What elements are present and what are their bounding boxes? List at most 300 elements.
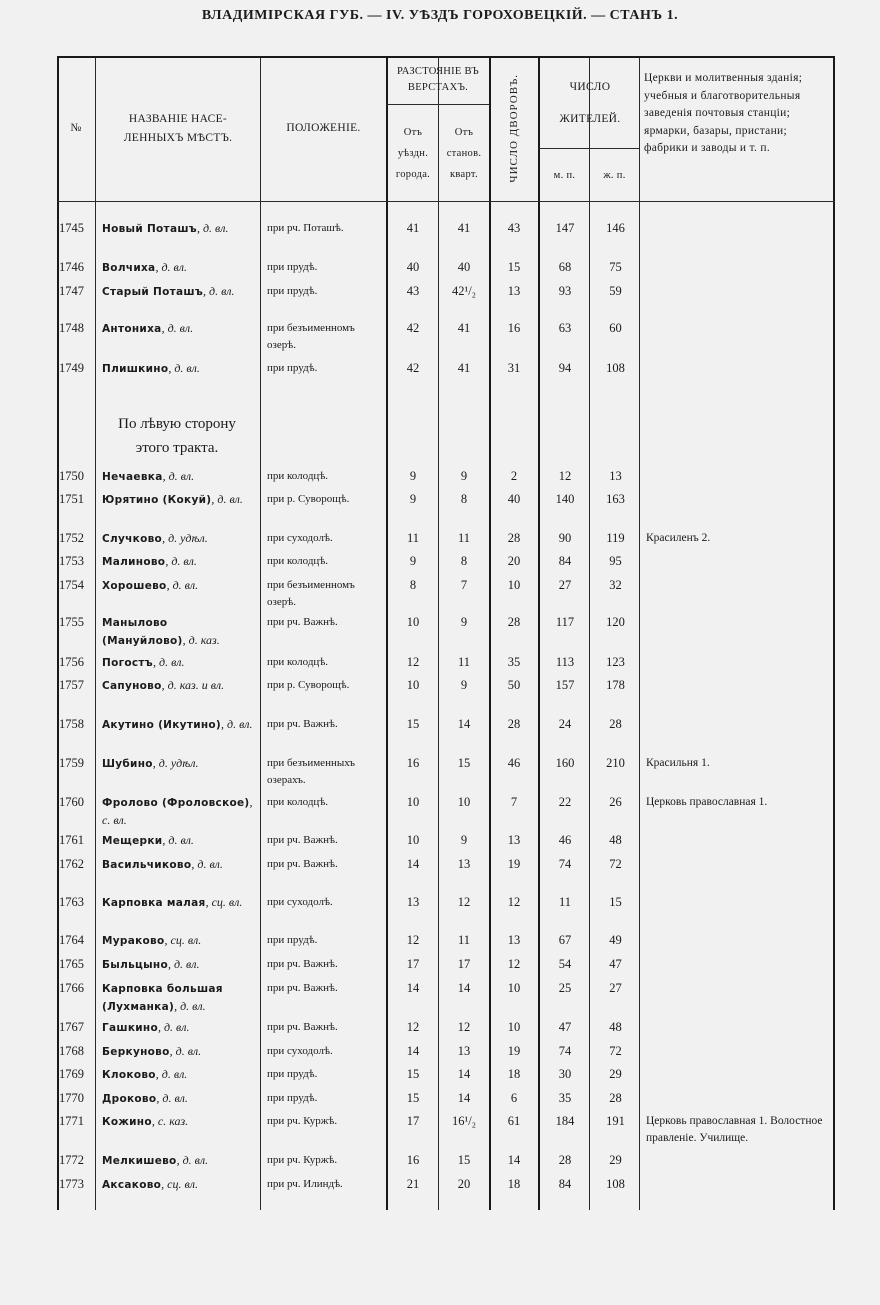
row-settlement-name: Гашкино: [102, 1022, 158, 1034]
row-yards: 16: [507, 321, 521, 335]
row-settlement-type: , сц. вл.: [205, 895, 243, 909]
row-dist-stan: 42¹/₂: [451, 284, 477, 298]
row-female: 119: [606, 531, 625, 545]
row-name: [102, 553, 254, 571]
row-settlement-type: , д. вл.: [162, 833, 194, 847]
row-number: 1770: [59, 1091, 84, 1105]
row-dist-town: 42: [406, 361, 420, 375]
row-settlement-name: Хорошево: [102, 580, 167, 592]
row-position: при р. Суворощѣ.: [267, 493, 350, 505]
row-female: 15: [609, 895, 622, 909]
row-position: при безъименномъ озерѣ.: [267, 322, 355, 351]
row-yards: 10: [507, 1020, 521, 1034]
row-yards: 28: [507, 615, 521, 629]
row-male: 24: [558, 717, 572, 731]
row-name: [102, 894, 254, 912]
row-number: 1773: [59, 1177, 84, 1191]
row-yards: 31: [507, 361, 521, 375]
row-yards: 18: [507, 1067, 521, 1081]
row-number: 1755: [59, 615, 84, 629]
row-yards: 28: [507, 717, 521, 731]
row-dist-stan: 9: [460, 615, 468, 629]
row-dist-stan: 11: [457, 933, 471, 947]
row-male: 160: [555, 756, 575, 770]
row-number: 1772: [59, 1153, 84, 1167]
row-settlement-name: Сапуново: [102, 680, 162, 692]
row-dist-town: 9: [409, 492, 417, 506]
row-number: 1752: [59, 531, 84, 545]
row-dist-town: 15: [406, 1091, 420, 1105]
row-position: при суходолѣ.: [267, 1045, 333, 1057]
row-position: при колодцѣ.: [267, 470, 329, 482]
row-name: [102, 856, 254, 874]
row-position: при рч. Куржѣ.: [267, 1115, 338, 1127]
row-dist-town: 14: [406, 981, 420, 995]
row-name: [102, 1043, 254, 1061]
row-female: 29: [609, 1067, 622, 1081]
row-settlement-name: Юрятино (Кокуй): [102, 494, 212, 506]
row-settlement-name: Дроково: [102, 1093, 157, 1105]
row-female: 27: [609, 981, 622, 995]
row-dist-town: 21: [406, 1177, 420, 1191]
row-dist-stan: 14: [457, 717, 471, 731]
row-female: 59: [609, 284, 622, 298]
row-number: 1759: [59, 756, 84, 770]
row-settlement-name: Антониха: [102, 323, 162, 335]
row-settlement-name: Беркуново: [102, 1046, 170, 1058]
row-dist-stan: 14: [457, 1067, 471, 1081]
row-dist-town: 16: [406, 1153, 420, 1167]
row-position: при суходолѣ.: [267, 896, 333, 908]
row-male: 30: [558, 1067, 572, 1081]
row-yards: 46: [507, 756, 521, 770]
rule: [639, 56, 640, 1210]
row-male: 12: [558, 469, 572, 483]
row-settlement-type: , д. вл.: [221, 717, 253, 731]
row-position: при рч. Поташѣ.: [267, 222, 344, 234]
row-name: [102, 956, 254, 974]
row-number: 1748: [59, 321, 84, 335]
row-note: Церковь православная 1. Волостное правленіе. Училище.: [646, 1115, 823, 1144]
row-name: [102, 259, 254, 277]
row-number: 1749: [59, 361, 84, 375]
row-number: 1765: [59, 957, 84, 971]
row-dist-town: 11: [406, 531, 420, 545]
row-number: 1769: [59, 1067, 84, 1081]
row-number: 1764: [59, 933, 84, 947]
header-female: ж. п.: [603, 169, 626, 181]
row-yards: 10: [507, 981, 521, 995]
row-number: 1746: [59, 260, 84, 274]
row-yards: 18: [507, 1177, 521, 1191]
row-female: 178: [606, 678, 625, 692]
row-dist-stan: 15: [457, 1153, 471, 1167]
row-settlement-type: , д. вл.: [196, 221, 229, 235]
row-dist-town: 12: [406, 655, 420, 669]
row-female: 72: [609, 1044, 622, 1058]
row-settlement-name: Волчиха: [102, 262, 156, 274]
row-note: Красильня 1.: [646, 757, 710, 769]
row-position: при колодцѣ.: [267, 656, 329, 668]
row-settlement-name: Карповка малая: [102, 897, 206, 909]
row-dist-stan: 41: [457, 221, 471, 235]
row-position: при рч. Важнѣ.: [267, 616, 338, 628]
row-number: 1761: [59, 833, 84, 847]
row-dist-stan: 9: [460, 678, 468, 692]
row-number: 1754: [59, 578, 84, 592]
rule: [95, 56, 96, 1210]
row-number: 1747: [59, 284, 84, 298]
row-dist-stan: 41: [457, 321, 471, 335]
row-position: при прудѣ.: [267, 261, 318, 273]
row-dist-town: 14: [406, 1044, 420, 1058]
row-yards: 15: [507, 260, 521, 274]
row-settlement-name: Случково: [102, 533, 163, 545]
row-position: при рч. Куржѣ.: [267, 1154, 338, 1166]
rule: [260, 56, 261, 1210]
header-yards: [490, 56, 538, 201]
row-female: 47: [609, 957, 622, 971]
row-yards: 12: [507, 895, 521, 909]
row-number: 1763: [59, 895, 84, 909]
row-yards: 28: [507, 531, 521, 545]
row-male: 46: [558, 833, 572, 847]
row-number: 1766: [59, 981, 84, 995]
row-position: при прудѣ.: [267, 285, 318, 297]
row-settlement-type: , д. вл.: [168, 361, 200, 375]
row-dist-town: 16: [406, 756, 420, 770]
row-note: Церковь православная 1.: [646, 796, 768, 808]
row-position: при рч. Важнѣ.: [267, 858, 338, 870]
row-yards: 6: [510, 1091, 518, 1105]
row-male: 25: [558, 981, 572, 995]
row-dist-stan: 16¹/₂: [451, 1114, 477, 1128]
row-settlement-name: Плишкино: [102, 363, 169, 375]
row-number: 1767: [59, 1020, 84, 1034]
row-male: 84: [558, 1177, 572, 1191]
row-name: [102, 491, 254, 509]
row-settlement-type: , д. вл.: [157, 1020, 190, 1034]
row-dist-town: 17: [406, 1114, 420, 1128]
row-dist-town: 40: [406, 260, 420, 274]
row-settlement-type: , д. вл.: [169, 1044, 202, 1058]
row-settlement-type: , д. вл.: [155, 260, 187, 274]
header-dist-stan: Отъ станов. кварт.: [446, 126, 482, 180]
row-female: 28: [609, 717, 622, 731]
row-name: [102, 320, 254, 338]
header-notes: Церкви и молитвенныя зданія; учебныя и благотворительныя заведенія почтовыя станціи; ярмарки, базары, пристани; фабрики и заводы и т. п.: [644, 72, 803, 154]
row-name: [102, 1066, 254, 1084]
row-male: 113: [555, 655, 575, 669]
row-settlement-name: Клоково: [102, 1069, 156, 1081]
row-female: 210: [606, 756, 625, 770]
row-position: при рч. Важнѣ.: [267, 982, 338, 994]
row-dist-stan: 15: [457, 756, 471, 770]
row-female: 95: [609, 554, 622, 568]
section-heading: По лѣвую сторону этого тракта.: [118, 416, 236, 456]
header-name: НАЗВАНІЕ НАСЕ-ЛЕННЫХЪ МѢСТЪ.: [123, 112, 233, 144]
row-settlement-name: Мещерки: [102, 835, 163, 847]
row-dist-town: 12: [406, 933, 420, 947]
row-number: 1758: [59, 717, 84, 731]
row-dist-town: 13: [406, 895, 420, 909]
row-dist-town: 41: [406, 221, 420, 235]
row-male: 63: [558, 321, 572, 335]
row-name: [102, 654, 254, 672]
row-position: при рч. Важнѣ.: [267, 834, 338, 846]
row-position: при суходолѣ.: [267, 532, 333, 544]
header-position: ПОЛОЖЕНІЕ.: [286, 122, 361, 134]
row-settlement-name: Шубино: [102, 758, 153, 770]
row-position: при прудѣ.: [267, 934, 318, 946]
row-dist-stan: 11: [457, 655, 471, 669]
row-female: 123: [606, 655, 625, 669]
row-settlement-name: Мелкишево: [102, 1155, 177, 1167]
row-male: 54: [558, 957, 572, 971]
row-dist-town: 12: [406, 1020, 420, 1034]
row-yards: 13: [507, 833, 521, 847]
row-name: [102, 932, 254, 950]
row-dist-stan: 41: [457, 361, 471, 375]
settlements-table: [57, 56, 835, 1210]
row-dist-town: 10: [406, 678, 420, 692]
row-yards: 13: [507, 284, 521, 298]
row-settlement-name: Новый Поташъ: [102, 223, 197, 235]
row-name: [102, 1090, 254, 1108]
row-male: 11: [558, 895, 572, 909]
row-settlement-name: Малиново: [102, 556, 166, 568]
row-dist-stan: 12: [457, 895, 471, 909]
header-inhabitants: ЧИСЛО ЖИТЕЛЕЙ.: [559, 81, 621, 125]
row-name: [102, 832, 254, 850]
row-female: 120: [606, 615, 625, 629]
row-female: 32: [609, 578, 622, 592]
row-yards: 13: [507, 933, 521, 947]
row-dist-town: 10: [406, 795, 420, 809]
row-female: 26: [609, 795, 622, 809]
row-settlement-type: , д. вл.: [203, 284, 235, 298]
row-position: при р. Суворощѣ.: [267, 679, 350, 691]
row-dist-stan: 10: [457, 795, 471, 809]
header-number: №: [70, 122, 82, 134]
row-settlement-type: , д. каз. и вл.: [161, 678, 225, 692]
row-settlement-type: , с. вл.: [102, 795, 253, 827]
row-male: 157: [555, 678, 575, 692]
row-dist-town: 42: [406, 321, 420, 335]
row-dist-stan: 14: [457, 981, 471, 995]
row-position: при безъименномъ озерѣ.: [267, 579, 355, 608]
row-position: при безъименныхъ озерахъ.: [267, 757, 355, 786]
header-yards-text: ЧИСЛО ДВОРОВЪ.: [507, 74, 520, 183]
row-female: 108: [606, 361, 625, 375]
row-dist-stan: 9: [460, 469, 468, 483]
row-female: 72: [609, 857, 622, 871]
row-female: 28: [609, 1091, 622, 1105]
row-yards: 40: [507, 492, 521, 506]
running-head: ВЛАДИМІРСКАЯ ГУБ. — IV. УѢЗДЪ ГОРОХОВЕЦКІЙ. — СТАНЪ 1.: [201, 8, 679, 23]
row-male: 94: [558, 361, 572, 375]
row-dist-stan: 13: [457, 1044, 471, 1058]
row-yards: 43: [507, 221, 521, 235]
row-male: 74: [558, 1044, 572, 1058]
row-dist-stan: 12: [457, 1020, 471, 1034]
row-male: 22: [558, 795, 572, 809]
row-dist-stan: 13: [457, 857, 471, 871]
row-settlement-type: , д. удѣл.: [162, 531, 208, 545]
row-settlement-type: , д. вл.: [161, 321, 194, 335]
row-male: 28: [558, 1153, 572, 1167]
row-name: [102, 677, 254, 695]
row-note: Красиленъ 2.: [646, 532, 711, 544]
row-position: при прудѣ.: [267, 362, 318, 374]
row-yards: 19: [507, 1044, 521, 1058]
row-male: 84: [558, 554, 572, 568]
row-male: 74: [558, 857, 572, 871]
row-position: при колодцѣ.: [267, 555, 329, 567]
rule: [833, 56, 835, 1210]
row-settlement-name: Манылово (Мануйлово): [102, 617, 183, 647]
row-male: 47: [558, 1020, 572, 1034]
row-female: 48: [609, 1020, 622, 1034]
row-position: при колодцѣ.: [267, 796, 329, 808]
row-female: 75: [609, 260, 622, 274]
row-dist-stan: 20: [457, 1177, 471, 1191]
row-settlement-type: , д. вл.: [176, 1153, 209, 1167]
row-yards: 7: [510, 795, 518, 809]
row-yards: 35: [507, 655, 521, 669]
row-settlement-name: Погостъ: [102, 657, 154, 669]
row-male: 35: [558, 1091, 572, 1105]
row-yards: 61: [507, 1114, 521, 1128]
row-number: 1751: [59, 492, 84, 506]
row-male: 117: [555, 615, 575, 629]
row-yards: 2: [510, 469, 518, 483]
row-female: 13: [609, 469, 622, 483]
rule: [57, 201, 835, 202]
row-settlement-type: , д. вл.: [174, 999, 206, 1013]
row-female: 108: [606, 1177, 625, 1191]
row-name: [102, 794, 254, 829]
rule: [386, 104, 489, 105]
row-dist-town: 17: [406, 957, 420, 971]
row-number: 1760: [59, 795, 84, 809]
row-settlement-name: Васильчиково: [102, 859, 192, 871]
row-name: [102, 1152, 254, 1170]
row-position: при рч. Важнѣ.: [267, 718, 338, 730]
row-dist-stan: 7: [460, 578, 468, 592]
row-number: 1750: [59, 469, 84, 483]
row-dist-town: 10: [406, 833, 420, 847]
row-position: при прудѣ.: [267, 1092, 318, 1104]
row-male: 27: [558, 578, 572, 592]
row-number: 1771: [59, 1114, 84, 1128]
row-dist-town: 9: [409, 554, 417, 568]
row-female: 49: [609, 933, 622, 947]
row-name: [102, 360, 254, 378]
row-dist-town: 15: [406, 1067, 420, 1081]
row-settlement-name: Быльцыно: [102, 959, 168, 971]
row-position: при рч. Важнѣ.: [267, 1021, 338, 1033]
header-male: м. п.: [553, 169, 576, 181]
row-number: 1768: [59, 1044, 84, 1058]
row-number: 1756: [59, 655, 84, 669]
row-yards: 10: [507, 578, 521, 592]
row-number: 1757: [59, 678, 84, 692]
row-settlement-type: , д. вл.: [165, 554, 197, 568]
row-settlement-name: Фролово (Фроловское): [102, 797, 250, 809]
header-distance: РАЗСТОЯНІЕ ВЪ ВЕРСТАХЪ.: [396, 66, 480, 93]
row-settlement-type: , д. вл.: [167, 957, 200, 971]
row-settlement-type: , д. каз.: [182, 633, 220, 647]
row-male: 68: [558, 260, 572, 274]
row-settlement-name: Карповка большая (Лухманка): [102, 983, 223, 1013]
row-dist-town: 14: [406, 857, 420, 871]
row-name: [102, 1113, 254, 1131]
row-settlement-name: Кожино: [102, 1116, 152, 1128]
row-name: [102, 755, 254, 773]
row-settlement-name: Аксаково: [102, 1179, 162, 1191]
row-settlement-type: , д. вл.: [211, 492, 243, 506]
row-settlement-type: , с. каз.: [151, 1114, 189, 1128]
row-dist-town: 43: [406, 284, 420, 298]
row-name: [102, 1176, 254, 1194]
row-dist-stan: 11: [457, 531, 471, 545]
row-settlement-type: , д. удѣл.: [152, 756, 199, 770]
row-female: 29: [609, 1153, 622, 1167]
row-position: при прудѣ.: [267, 1068, 318, 1080]
row-male: 140: [555, 492, 575, 506]
row-dist-town: 15: [406, 717, 420, 731]
row-female: 163: [606, 492, 625, 506]
row-name: [102, 1019, 254, 1037]
row-yards: 20: [507, 554, 521, 568]
row-settlement-type: , д. вл.: [156, 1091, 188, 1105]
row-dist-stan: 8: [460, 554, 468, 568]
row-dist-stan: 14: [457, 1091, 471, 1105]
row-settlement-type: , д. вл.: [153, 655, 185, 669]
row-yards: 50: [507, 678, 521, 692]
row-male: 184: [555, 1114, 575, 1128]
row-yards: 12: [507, 957, 521, 971]
row-dist-town: 8: [409, 578, 417, 592]
row-female: 60: [609, 321, 622, 335]
row-name: [102, 577, 254, 595]
row-name: [102, 716, 254, 734]
row-dist-stan: 9: [460, 833, 468, 847]
row-male: 93: [558, 284, 572, 298]
header-dist-town: Отъ уѣздн. города.: [395, 126, 431, 180]
row-position: при рч. Важнѣ.: [267, 958, 338, 970]
row-dist-town: 9: [409, 469, 417, 483]
row-name: [102, 530, 254, 548]
row-name: [102, 220, 254, 238]
row-yards: 14: [507, 1153, 521, 1167]
row-settlement-type: , сц. вл.: [161, 1177, 198, 1191]
row-yards: 19: [507, 857, 521, 871]
row-number: 1762: [59, 857, 84, 871]
row-male: 67: [558, 933, 572, 947]
row-dist-stan: 17: [457, 957, 471, 971]
row-female: 191: [606, 1114, 625, 1128]
row-dist-town: 10: [406, 615, 420, 629]
row-settlement-type: , д. вл.: [162, 469, 195, 483]
row-dist-stan: 8: [460, 492, 468, 506]
row-settlement-type: , д. вл.: [166, 578, 199, 592]
row-dist-stan: 40: [457, 260, 471, 274]
row-number: 1753: [59, 554, 84, 568]
row-settlement-name: Старый Поташъ: [102, 286, 204, 298]
row-name: [102, 614, 254, 650]
